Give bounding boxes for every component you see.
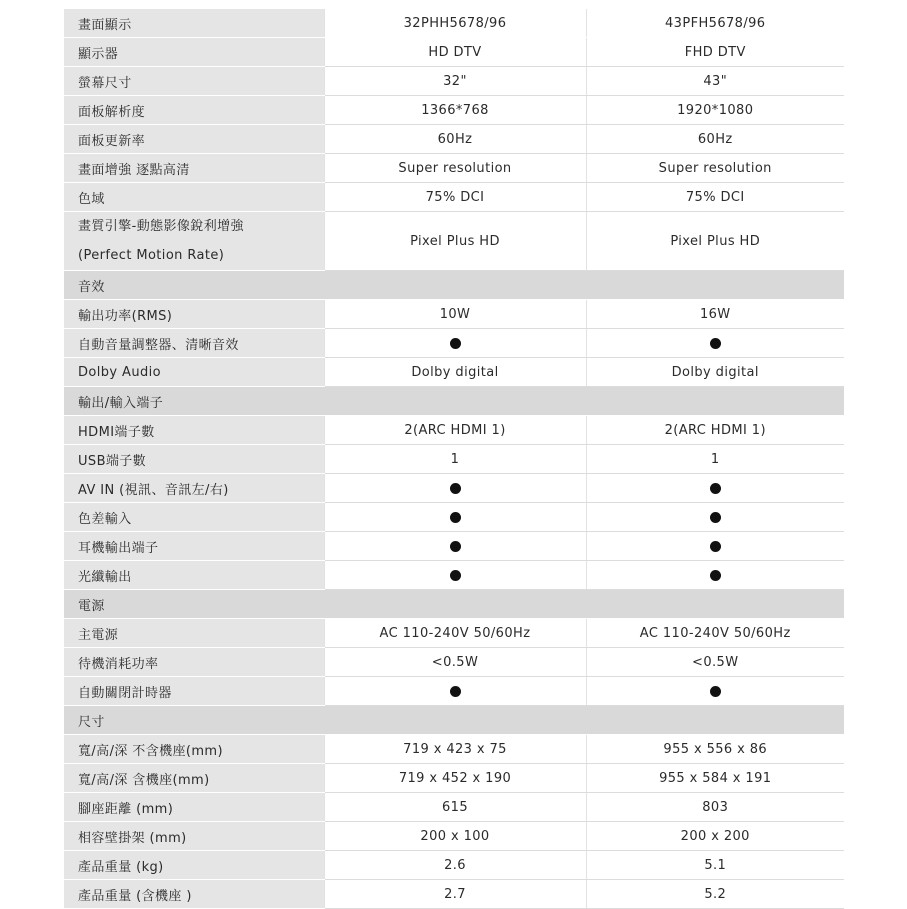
spec-label: 相容壁掛架 (mm) <box>64 822 324 851</box>
model-b-value: Dolby digital <box>586 358 844 387</box>
spec-row <box>64 648 844 677</box>
supported-dot-icon <box>450 338 461 349</box>
spec-row <box>64 561 844 590</box>
model-b-value <box>586 474 844 503</box>
model-b-value: <0.5W <box>586 648 844 677</box>
model-a-value: Super resolution <box>324 154 586 183</box>
spec-row <box>64 416 844 445</box>
spec-row <box>64 183 844 212</box>
section-header-row <box>64 271 844 300</box>
spec-row <box>64 358 844 387</box>
spec-row <box>64 880 844 909</box>
spec-row <box>64 154 844 183</box>
spec-label: 產品重量 (含機座 ) <box>64 880 324 909</box>
supported-dot-icon <box>710 570 721 581</box>
supported-dot-icon <box>450 483 461 494</box>
spec-label: 主電源 <box>64 619 324 648</box>
spec-label: 螢幕尺寸 <box>64 67 324 96</box>
model-a-value <box>324 532 586 561</box>
spec-row <box>64 503 844 532</box>
spec-row <box>64 445 844 474</box>
spec-label: 耳機輸出端子 <box>64 532 324 561</box>
section-header-row <box>64 387 844 416</box>
model-a-value: 200 x 100 <box>324 822 586 851</box>
spec-row <box>64 96 844 125</box>
supported-dot-icon <box>450 570 461 581</box>
spec-table-body <box>64 9 844 909</box>
supported-dot-icon <box>710 541 721 552</box>
header-label: 畫面顯示 <box>64 9 324 38</box>
spec-row <box>64 329 844 358</box>
model-b-value: 5.1 <box>586 851 844 880</box>
model-a-value: 1366*768 <box>324 96 586 125</box>
spec-row <box>64 851 844 880</box>
spec-label: Dolby Audio <box>64 358 324 387</box>
spec-row <box>64 38 844 67</box>
model-a-value: 75% DCI <box>324 183 586 212</box>
spec-label: 寬/高/深 不含機座(mm) <box>64 735 324 764</box>
spec-label: 待機消耗功率 <box>64 648 324 677</box>
model-b-value: 16W <box>586 300 844 329</box>
supported-dot-icon <box>710 512 721 523</box>
spec-label: AV IN (視訊、音訊左/右) <box>64 474 324 503</box>
model-a-value <box>324 561 586 590</box>
model-a-value: Dolby digital <box>324 358 586 387</box>
model-b-value <box>586 532 844 561</box>
model-b-value: 1 <box>586 445 844 474</box>
spec-label: 寬/高/深 含機座(mm) <box>64 764 324 793</box>
spec-table <box>64 9 844 909</box>
model-b-value <box>586 329 844 358</box>
spec-label: 產品重量 (kg) <box>64 851 324 880</box>
section-title: 尺寸 <box>64 706 844 735</box>
spec-label: 面板更新率 <box>64 125 324 154</box>
header-row <box>64 9 844 38</box>
model-b-value: 5.2 <box>586 880 844 909</box>
section-header-row <box>64 706 844 735</box>
spec-row <box>64 822 844 851</box>
model-b-value: Pixel Plus HD <box>586 212 844 271</box>
supported-dot-icon <box>450 512 461 523</box>
model-a-heading: 32PHH5678/96 <box>324 9 586 38</box>
model-a-value: 10W <box>324 300 586 329</box>
section-title: 電源 <box>64 590 844 619</box>
model-b-value: 955 x 584 x 191 <box>586 764 844 793</box>
model-a-value: 1 <box>324 445 586 474</box>
section-title: 音效 <box>64 271 844 300</box>
model-b-value: 75% DCI <box>586 183 844 212</box>
model-b-heading: 43PFH5678/96 <box>586 9 844 38</box>
spec-label: USB端子數 <box>64 445 324 474</box>
model-a-value: Pixel Plus HD <box>324 212 586 271</box>
model-a-value: 60Hz <box>324 125 586 154</box>
model-b-value: 2(ARC HDMI 1) <box>586 416 844 445</box>
spec-label: 色域 <box>64 183 324 212</box>
model-b-value: 803 <box>586 793 844 822</box>
model-a-value <box>324 677 586 706</box>
model-b-value: 60Hz <box>586 125 844 154</box>
spec-label: 輸出功率(RMS) <box>64 300 324 329</box>
model-b-value <box>586 561 844 590</box>
spec-row <box>64 764 844 793</box>
spec-row <box>64 735 844 764</box>
model-a-value: 719 x 423 x 75 <box>324 735 586 764</box>
model-b-value: 1920*1080 <box>586 96 844 125</box>
spec-label <box>64 212 324 271</box>
model-b-value: FHD DTV <box>586 38 844 67</box>
spec-row <box>64 300 844 329</box>
spec-row <box>64 793 844 822</box>
model-a-value: AC 110-240V 50/60Hz <box>324 619 586 648</box>
supported-dot-icon <box>710 338 721 349</box>
model-b-value: 43" <box>586 67 844 96</box>
spec-label: 腳座距離 (mm) <box>64 793 324 822</box>
model-a-value: 2.6 <box>324 851 586 880</box>
spec-label: HDMI端子數 <box>64 416 324 445</box>
model-b-value <box>586 677 844 706</box>
spec-row <box>64 619 844 648</box>
model-a-value <box>324 329 586 358</box>
model-a-value: HD DTV <box>324 38 586 67</box>
spec-label: 自動關閉計時器 <box>64 677 324 706</box>
spec-row <box>64 125 844 154</box>
model-a-value: 2(ARC HDMI 1) <box>324 416 586 445</box>
model-b-value: 200 x 200 <box>586 822 844 851</box>
model-a-value: 32" <box>324 67 586 96</box>
spec-label-line: (Perfect Motion Rate) <box>78 248 225 263</box>
model-a-value: 719 x 452 x 190 <box>324 764 586 793</box>
supported-dot-icon <box>450 686 461 697</box>
spec-label: 色差輸入 <box>64 503 324 532</box>
section-title: 輸出/輸入端子 <box>64 387 844 416</box>
model-b-value <box>586 503 844 532</box>
model-b-value: 955 x 556 x 86 <box>586 735 844 764</box>
spec-label: 光纖輸出 <box>64 561 324 590</box>
spec-label: 畫面增強 逐點高清 <box>64 154 324 183</box>
spec-label: 顯示器 <box>64 38 324 67</box>
supported-dot-icon <box>710 686 721 697</box>
model-a-value: <0.5W <box>324 648 586 677</box>
model-a-value: 2.7 <box>324 880 586 909</box>
section-header-row <box>64 590 844 619</box>
supported-dot-icon <box>450 541 461 552</box>
model-a-value <box>324 503 586 532</box>
spec-label: 面板解析度 <box>64 96 324 125</box>
model-a-value: 615 <box>324 793 586 822</box>
spec-row <box>64 474 844 503</box>
spec-row <box>64 67 844 96</box>
spec-row <box>64 532 844 561</box>
spec-label: 自動音量調整器、清晰音效 <box>64 329 324 358</box>
model-a-value <box>324 474 586 503</box>
model-b-value: Super resolution <box>586 154 844 183</box>
model-b-value: AC 110-240V 50/60Hz <box>586 619 844 648</box>
spec-row <box>64 677 844 706</box>
spec-label-line: 畫質引擎-動態影像銳利增強 <box>78 219 244 234</box>
spec-row <box>64 212 844 271</box>
supported-dot-icon <box>710 483 721 494</box>
